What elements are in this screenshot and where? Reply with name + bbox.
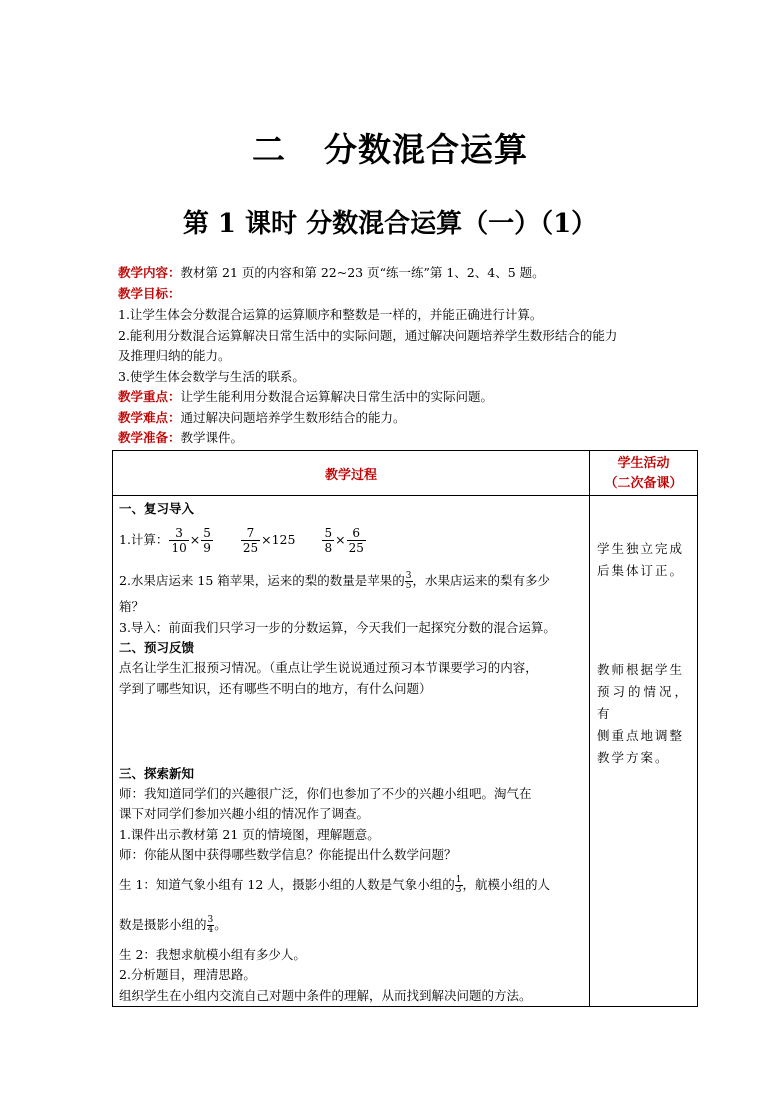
explore-line-2: 课下对同学们参加兴趣小组的情况作了调查。 (119, 806, 370, 821)
prep-label: 教学准备： (118, 430, 181, 445)
activity-note-2: 教师根据学生 预习的情况，有 侧重点地调整 教学方案。 (597, 662, 689, 765)
fraction: $\frac{3}{4}$ (207, 915, 214, 935)
lesson-title: 第 1 课时 分数混合运算（一）（1） (182, 209, 598, 239)
s1-text-d: 。 (214, 917, 227, 932)
question-3: 3.导入：前面我们只学习一步的分数运算，今天我们一起探究分数的混合运算。 (119, 620, 556, 635)
explore-line-5 (119, 871, 585, 899)
fraction: $\frac{3}{10}$ (171, 526, 187, 555)
explore-line-3: 1.课件出示教材第 21 页的情境图，理解题意。 (119, 827, 380, 842)
preview-line-1: 点名让学生汇报预习情况。（重点让学生说说通过预习本节课要学习的内容， (119, 660, 538, 675)
header-activity (590, 454, 697, 494)
section-review-title: 一、复习导入 (119, 501, 195, 516)
chapter-name: 分数混合运算 (324, 130, 528, 169)
fraction: $\frac{3}{5}$ (405, 571, 412, 591)
activity-note-1: 学生独立完成 后集体订正。 (597, 541, 685, 578)
s1-text-c: 数是摄影小组的 (119, 917, 207, 932)
prep-text: 教学课件。 (180, 430, 244, 445)
times-sign: × (335, 532, 346, 547)
s1-text-b: ，航模小组的人 (462, 877, 551, 892)
goal-1: 1.让学生体会分数混合运算的运算顺序和整数是一样的，并能正确进行计算。 (118, 307, 543, 322)
goal-2b: 及推理归纳的能力。 (118, 348, 231, 363)
calc-row (119, 523, 585, 557)
content-text: 教材第 21 页的内容和第 22~23 页“练一练”第 1、2、4、5 题。 (180, 265, 545, 280)
s1-text-a: 生 1：知道气象小组有 12 人，摄影小组的人数是气象小组的 (119, 877, 455, 892)
question-2 (119, 567, 585, 595)
goals-label: 教学目标： (118, 286, 181, 301)
goals-heading (118, 284, 678, 305)
header-process: 教学过程 (324, 468, 377, 483)
fraction: $\frac{1}{3}$ (455, 875, 462, 895)
teaching-content (118, 263, 678, 284)
fraction: $\frac{5}{8}$ (324, 526, 333, 555)
content-label: 教学内容： (118, 265, 181, 280)
explore-line-4: 师：你能从图中获得哪些数学信息？你能提出什么数学问题？ (119, 847, 457, 862)
key-point (118, 387, 678, 408)
key-text: 让学生能利用分数混合运算解决日常生活中的实际问题。 (180, 389, 494, 404)
explore-line-7: 生 2：我想求航模小组有多少人。 (119, 947, 306, 962)
diff-text: 通过解决问题培养学生数形结合的能力。 (180, 410, 406, 425)
question-2-cont: 箱？ (119, 599, 145, 614)
fraction: $\frac{5}{9}$ (203, 526, 211, 555)
header-divider (113, 495, 697, 496)
explore-line-6 (119, 911, 585, 939)
key-label: 教学重点： (118, 389, 181, 404)
preparation (118, 428, 678, 449)
times-125: ×125 (261, 532, 296, 547)
goal-3: 3.使学生体会数学与生活的联系。 (118, 369, 305, 384)
section-explore-title: 三、探索新知 (119, 766, 195, 781)
header-activity-line1: 学生活动 (617, 456, 670, 471)
explore-line-8: 2.分析题目，理清思路。 (119, 967, 256, 982)
explore-line-9: 组织学生在小组内交流自己对题中条件的理解，从而找到解决问题的方法。 (119, 988, 532, 1003)
goal-2a: 2.能利用分数混合运算解决日常生活中的实际问题，通过解决问题培养学生数形结合的能力 (118, 328, 618, 343)
q2-text-a: 2.水果店运来 15 箱苹果，运来的梨的数量是苹果的 (119, 573, 405, 588)
diff-label: 教学难点： (118, 410, 181, 425)
lesson-table (112, 450, 698, 1007)
column-divider (589, 451, 590, 1006)
fraction: $\frac{6}{25}$ (348, 526, 364, 555)
explore-line-1: 师：我知道同学们的兴趣很广泛，你们也参加了不少的兴趣小组吧。淘气在 (119, 786, 532, 801)
fraction: $\frac{7}{25}$ (242, 526, 259, 555)
chapter-title (0, 124, 780, 171)
preview-line-2: 学到了哪些知识，还有哪些不明白的地方，有什么问题） (119, 681, 432, 696)
difficult-point (118, 408, 678, 429)
section-preview-title: 二、预习反馈 (119, 640, 195, 655)
times-sign: × (189, 532, 201, 547)
calc-label: 1.计算： (119, 532, 169, 547)
header-activity-line2: （二次备课） (604, 476, 683, 491)
q2-text-b: ，水果店运来的梨有多少 (412, 573, 551, 588)
chapter-number: 二 (252, 130, 286, 169)
